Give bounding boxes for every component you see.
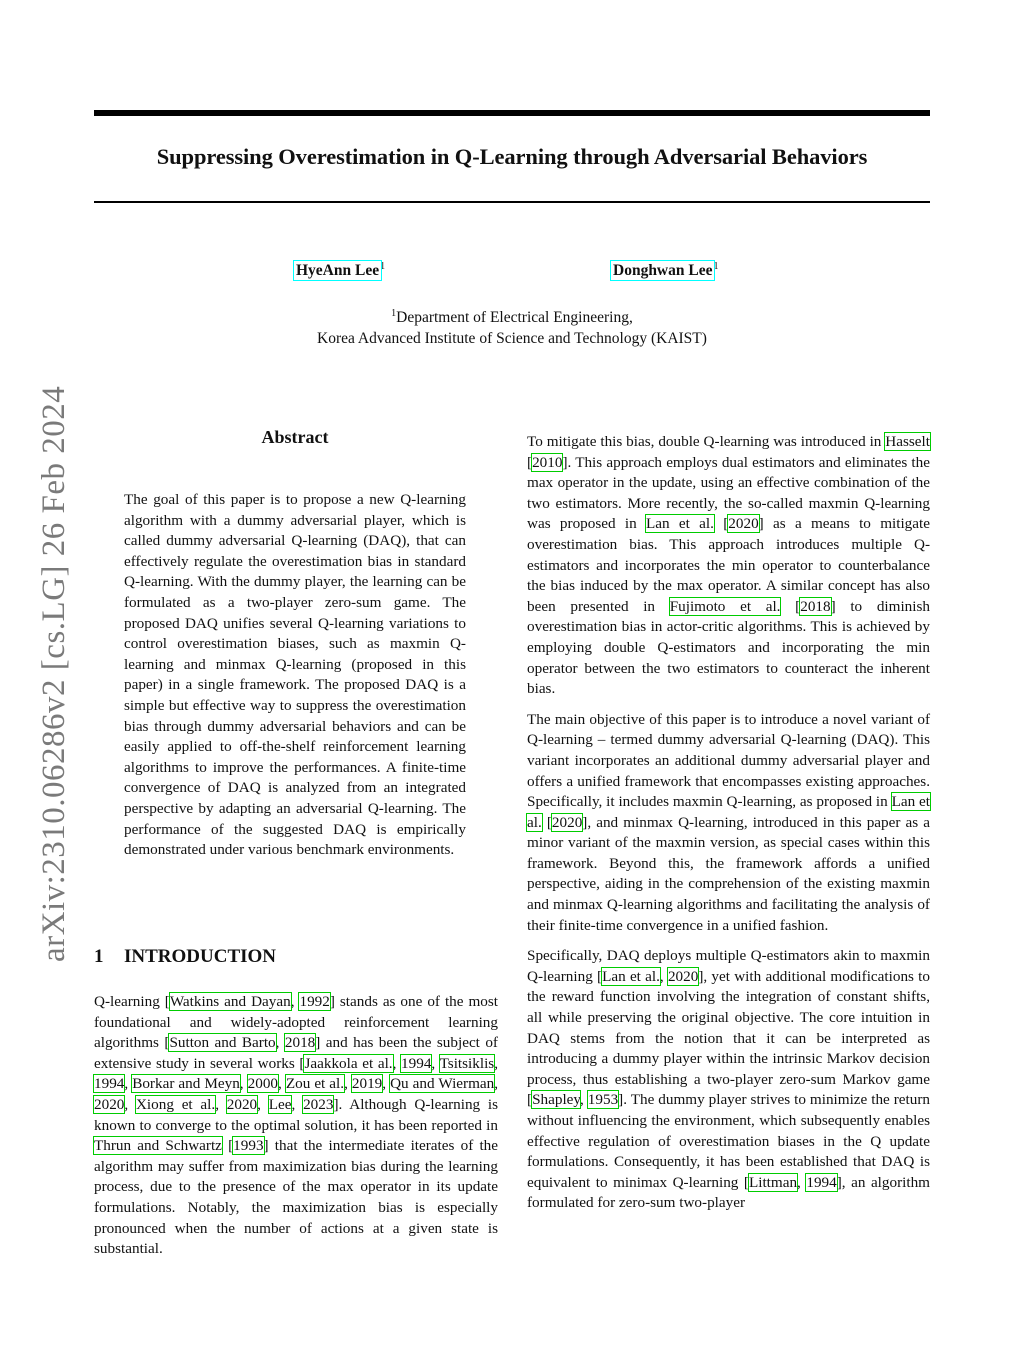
citation-link[interactable]: 2020	[728, 515, 759, 533]
citation-link[interactable]: Zou et al.	[285, 1075, 345, 1093]
title-rule-bottom	[94, 201, 930, 203]
citation-link[interactable]: 1993	[233, 1137, 264, 1155]
text-run: [	[541, 813, 552, 831]
text-run: ], yet with additional modifications to the reward function involving the integration of constant shifts, all while preserving the original objective. The core intuition in DAQ stems from the notion that it can be interpreted as introducing a dummy player within the intrinsic Markov decision process, thus establishing a two-player zero-sum Markov game [	[527, 967, 931, 1109]
citation-link[interactable]: 1994	[806, 1173, 837, 1191]
text-run: ,	[278, 1075, 286, 1093]
citation-link[interactable]: Lan et al.	[646, 515, 714, 533]
citation-link[interactable]: 2019	[351, 1075, 383, 1093]
text-run: ,	[580, 1091, 588, 1109]
citation-link[interactable]: Tsitsiklis	[439, 1054, 495, 1072]
citation-link[interactable]: Qu and Wierman	[390, 1075, 495, 1093]
citation-link[interactable]: 2000	[247, 1075, 278, 1093]
text-run: ]. The dummy player strives to minimize the return without influencing the environment, which subsequently enables effective regulation of overestimation biases in the Q update formulations. Consequently, it has been established that DAQ is equivalent to minimax Q-learning [	[527, 1091, 930, 1191]
citation-link[interactable]: Sutton and Barto	[169, 1034, 276, 1052]
author-1[interactable]	[295, 261, 385, 280]
text-run: ,	[494, 1075, 499, 1093]
section-title: INTRODUCTION	[124, 946, 277, 967]
citation-link[interactable]: Xiong et al.	[135, 1095, 216, 1113]
text-run: ,	[797, 1173, 807, 1191]
intro-paragraph-4	[527, 946, 930, 1214]
citation-link[interactable]: 1994	[94, 1075, 125, 1093]
text-run: Specifically, DAQ deploys multiple Q-estimators akin to maxmin Q-learning [	[527, 947, 930, 985]
citation-link[interactable]: Thrun and Schwartz	[94, 1137, 222, 1155]
citation-link[interactable]: Fujimoto et al.	[669, 597, 781, 615]
text-run: ,	[291, 1095, 304, 1113]
citation-link[interactable]: Lan et al.	[527, 793, 930, 831]
text-run: [	[780, 597, 801, 615]
paper-title: Suppressing Overestimation in Q-Learning through Adversarial Behaviors	[156, 144, 868, 169]
citation-link[interactable]: Lee	[268, 1095, 292, 1113]
text-run: ], an algorithm formulated for zero-sum two-player	[527, 1173, 930, 1212]
text-run: To mitigate this bias, double Q-learning was introduced in	[527, 433, 886, 450]
citation-link[interactable]: Borkar and Meyn	[132, 1075, 240, 1093]
citation-link[interactable]: Watkins and Dayan	[169, 993, 291, 1010]
citation-link[interactable]: Jaakkola et al.	[304, 1054, 393, 1072]
text-run: ,	[659, 967, 668, 985]
text-run: ] that the intermediate iterates of the algorithm may suffer from maximization bias during the learning process, due to the presence of the max operator in its update formulations. Notably, the maximization bias is especially pronounced when the number of actions at a given state is substantial.	[94, 1137, 498, 1258]
text-run: [	[221, 1137, 234, 1155]
affiliation	[212, 303, 812, 349]
citation-link[interactable]: Shapley	[532, 1091, 581, 1109]
text-run: ] and has been the subject of extensive study in several works [	[94, 1034, 498, 1072]
arxiv-stamp: arXiv:2310.06286v2 [cs.LG] 26 Feb 2024	[36, 385, 72, 962]
author-1-name[interactable]: HyeAnn Lee	[296, 262, 380, 280]
text-run: Q-learning [	[94, 993, 170, 1010]
text-run: ,	[124, 1075, 133, 1093]
citation-link[interactable]: 1994	[401, 1054, 432, 1072]
text-run: [	[713, 515, 729, 533]
text-run: ,	[494, 1054, 499, 1072]
right-column-body	[527, 432, 930, 1224]
author-2-name[interactable]: Donghwan Lee	[613, 262, 713, 280]
citation-link[interactable]: Hasselt	[885, 433, 930, 450]
citation-link[interactable]: 2018	[800, 597, 831, 615]
citation-link[interactable]: 2020	[551, 813, 583, 831]
text-run: ,	[239, 1075, 248, 1093]
citation-link[interactable]: 1992	[299, 993, 330, 1010]
abstract-text: The goal of this paper is to propose a new Q-learning algorithm with a dummy adversarial player, which is called dummy adversarial Q-learning (DAQ), that can effectively regulate the overestimation bias in standard Q-learning. With the dummy player, the learning can be formulated as a two-player zero-sum game. The proposed DAQ unifies several Q-learning variations to control overestimation biases, such as maxmin Q-learning and minmax Q-learning (proposed in this paper) in a single framework. The proposed DAQ is a simple but effective way to suppress the overestimation bias through dummy adversarial behaviors and can be easily applied to off-the-shelf reinforcement learning algorithms to improve the performances. A finite-time convergence of DAQ is analyzed from an integrated perspective by adapting an adversarial Q-learning. The performance of the suggested DAQ is empirically demonstrated under various benchmark environments.	[124, 491, 466, 859]
citation-link[interactable]: 2010	[532, 453, 563, 471]
author-1-mark: 1	[380, 261, 386, 272]
title-rule-top	[94, 110, 930, 116]
text-run: ,	[290, 993, 300, 1010]
intro-paragraph-3	[527, 710, 930, 937]
section-heading-introduction	[94, 946, 276, 968]
intro-paragraph-1	[94, 992, 498, 1260]
text-run: ,	[124, 1095, 136, 1113]
text-run: ,	[275, 1034, 285, 1052]
intro-paragraph-2	[527, 432, 930, 700]
affiliation-line2: Korea Advanced Institute of Science and Technology (KAIST)	[317, 330, 707, 348]
text-run: [	[527, 453, 533, 471]
text-run: ]. This approach employs dual estimators and eliminates the max operator in the update, using an effective combination of the two estimators. More recently, the so-called maxmin Q-learning was proposed in	[527, 453, 930, 533]
text-run: ] to diminish overestimation bias in actor-critic algorithms. This is achieved by employing double Q-estimators and incorporating the min operator between the two estimators to counteract the inherent bias.	[527, 597, 930, 698]
text-run: ,	[257, 1095, 269, 1113]
section-number: 1	[94, 946, 104, 967]
text-run: ] stands as one of the most foundational and widely-adopted reinforcement learning algorithms [	[94, 993, 499, 1052]
text-run: ] as a means to mitigate overestimation bias. This approach introduces multiple Q-estimators and incorporates the min operator to counterbalance the bias induced by the max operator. A similar concept has also been presented in	[527, 515, 930, 615]
citation-link[interactable]: 2020	[667, 967, 699, 985]
text-run: ], and minmax Q-learning, introduced in this paper as a minor variant of the maxmin version, as special cases within this framework. Beyond this, the framework affords a unified perspective, aiding in the comprehension of the existing maxmin and minmax Q-learning algorithms and facilitating the analysis of their finite-time convergence in a unified fashion.	[527, 813, 930, 934]
text-run: ,	[215, 1095, 227, 1113]
author-2[interactable]	[612, 261, 718, 280]
citation-link[interactable]: 2020	[226, 1095, 258, 1113]
text-run: ,	[392, 1054, 402, 1072]
abstract-heading: Abstract	[261, 427, 329, 447]
text-run: ,	[344, 1075, 352, 1093]
citation-link[interactable]: Lan et al.	[602, 967, 660, 985]
affiliation-mark: 1	[391, 308, 397, 319]
text-run: ,	[431, 1054, 440, 1072]
citation-link[interactable]: 2020	[94, 1095, 125, 1113]
citation-link[interactable]: 2018	[284, 1034, 316, 1052]
citation-link[interactable]: 1953	[587, 1091, 619, 1109]
citation-link[interactable]: 2023	[303, 1095, 334, 1113]
text-run: The main objective of this paper is to introduce a novel variant of Q-learning – termed dummy adversarial Q-learning (DAQ). This variant incorporates an additional dummy adversarial player and offers a unified framework that encompasses existing approaches. Specifically, it includes maxmin Q-learning, as proposed in	[527, 710, 930, 811]
text-run: ]. Although Q-learning is known to converge to the optimal solution, it has been reported in	[94, 1095, 499, 1134]
author-2-mark: 1	[713, 261, 719, 272]
citation-link[interactable]: Littman	[748, 1173, 798, 1191]
text-run: ,	[382, 1075, 391, 1093]
left-column-body	[94, 992, 498, 1270]
affiliation-line1: Department of Electrical Engineering,	[396, 309, 633, 327]
